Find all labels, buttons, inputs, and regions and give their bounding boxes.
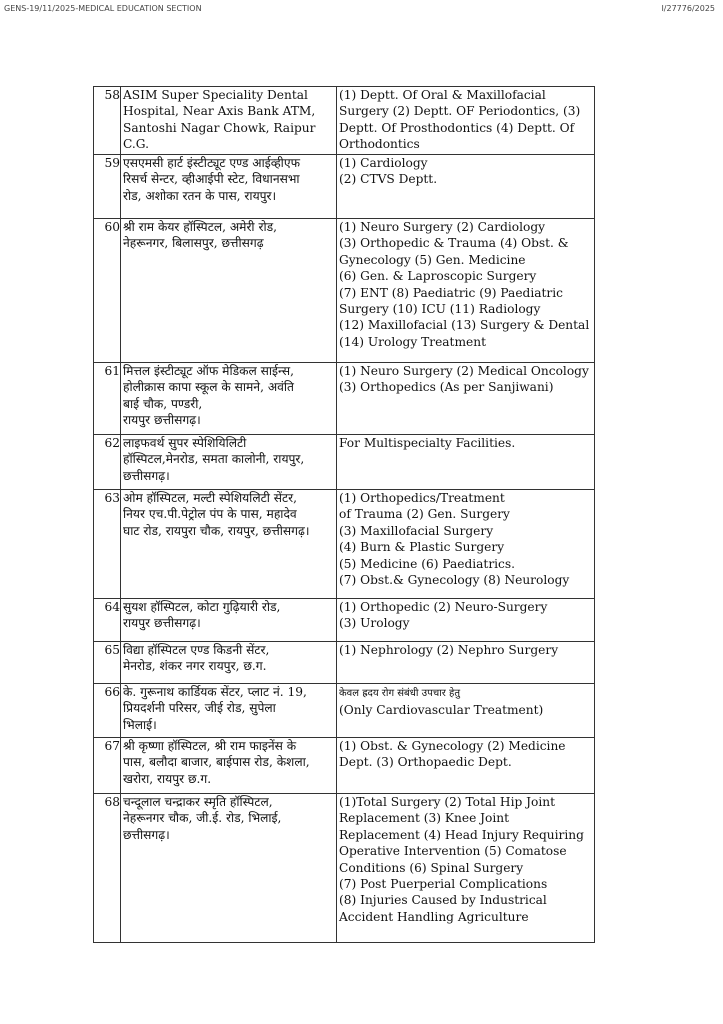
- hospital-name: मित्तल इंस्टीट्यूट ऑफ मेडिकल साईन्स, होलीक्रास कापा स्कूल के सामने, अवंति बाई चौक, पण्डरी, रायपुर छत्तीसगढ़।: [121, 363, 337, 435]
- row-number: 65: [94, 642, 121, 684]
- department-list: (1) Orthopedic (2) Neuro-Surgery (3) Urology: [337, 599, 595, 642]
- department-cell: [337, 684, 595, 738]
- table-row: [94, 155, 595, 219]
- page-header: [0, 0, 723, 18]
- document-reference: GENS-19/11/2025-MEDICAL EDUCATION SECTION: [4, 4, 202, 13]
- inward-number: I/27776/2025: [661, 4, 715, 13]
- row-number: 59: [94, 155, 121, 219]
- hospital-name: सुयश हॉस्पिटल, कोटा गुढ़ियारी रोड, रायपुर छत्तीसगढ़।: [121, 599, 337, 642]
- table-row: [94, 435, 595, 490]
- hospital-name: चन्दूलाल चन्द्राकर स्मृति हॉस्पिटल, नेहरूनगर चौक, जी.ई. रोड, भिलाई, छत्तीसगढ़।: [121, 794, 337, 943]
- row-number: 61: [94, 363, 121, 435]
- table-row: [94, 219, 595, 363]
- department-list: (1)Total Surgery (2) Total Hip Joint Replacement (3) Knee Joint Replacement (4) Head Injury Requiring Operative Intervention (5) Comatose Conditions (6) Spinal Surgery (7) Post Puerperial Complications (8) Injuries Caused by Industrical Accident Handling Agriculture: [337, 794, 595, 943]
- table-row: [94, 684, 595, 738]
- row-number: 68: [94, 794, 121, 943]
- table-row: [94, 490, 595, 599]
- department-list: (1) Deptt. Of Oral & Maxillofacial Surgery (2) Deptt. OF Periodontics, (3) Deptt. Of Prosthodontics (4) Deptt. Of Orthodontics: [337, 87, 595, 155]
- department-list: (1) Nephrology (2) Nephro Surgery: [337, 642, 595, 684]
- department-list: (1) Neuro Surgery (2) Medical Oncology (3) Orthopedics (As per Sanjiwani): [337, 363, 595, 435]
- hospital-name: विद्या हॉस्पिटल एण्ड किडनी सेंटर, मेनरोड, शंकर नगर रायपुर, छ.ग.: [121, 642, 337, 684]
- row-number: 62: [94, 435, 121, 490]
- hospital-name: ASIM Super Speciality Dental Hospital, Near Axis Bank ATM, Santoshi Nagar Chowk, Raipur C.G.: [121, 87, 337, 155]
- hospital-name: श्री राम केयर हॉस्पिटल, अमेरी रोड, नेहरूनगर, बिलासपुर, छत्तीसगढ़: [121, 219, 337, 363]
- hospital-table: [93, 86, 595, 943]
- department-note-hindi: केवल ह्रदय रोग संबंधी उपचार हेतु: [339, 688, 461, 699]
- row-number: 60: [94, 219, 121, 363]
- row-number: 58: [94, 87, 121, 155]
- table-row: [94, 738, 595, 794]
- table-row: [94, 599, 595, 642]
- hospital-name: एसएमसी हार्ट इंस्टीट्यूट एण्ड आईव्हीएफ रिसर्च सेन्टर, व्हीआईपी स्टेट, विधानसभा रोड, अशोका रतन के पास, रायपुर।: [121, 155, 337, 219]
- hospital-name: श्री कृष्णा हॉस्पिटल, श्री राम फाइनेंस के पास, बलौदा बाजार, बाईपास रोड, केशला, खरोरा, रायपुर छ.ग.: [121, 738, 337, 794]
- hospital-name: लाइफवर्थ सुपर स्पेशियिलिटी हॉस्पिटल,मेनरोड, समता कालोनी, रायपुर, छत्तीसगढ़।: [121, 435, 337, 490]
- row-number: 67: [94, 738, 121, 794]
- hospital-name: के. गुरूनाथ कार्डियक सेंटर, प्लाट नं. 19, प्रियदर्शनी परिसर, जीई रोड, सुपेला भिलाई।: [121, 684, 337, 738]
- department-list: For Multispecialty Facilities.: [337, 435, 595, 490]
- hospital-name: ओम हॉस्पिटल, मल्टी स्पेशियलिटी सेंटर, नियर एच.पी.पेट्रोल पंप के पास, महादेव घाट रोड, रायपुरा चौक, रायपुर, छत्तीसगढ़।: [121, 490, 337, 599]
- table-row: [94, 87, 595, 155]
- department-list: (1) Neuro Surgery (2) Cardiology (3) Orthopedic & Trauma (4) Obst. & Gynecology (5) Gen. Medicine (6) Gen. & Laproscopic Surgery (7) ENT (8) Paediatric (9) Paediatric Surgery (10) ICU (11) Radiology (12) Maxillofacial (13) Surgery & Dental (14) Urology Treatment: [337, 219, 595, 363]
- department-list: (1) Obst. & Gynecology (2) Medicine Dept. (3) Orthopaedic Dept.: [337, 738, 595, 794]
- table-row: [94, 794, 595, 943]
- table-row: [94, 363, 595, 435]
- row-number: 64: [94, 599, 121, 642]
- department-list: (1) Cardiology (2) CTVS Deptt.: [337, 155, 595, 219]
- row-number: 66: [94, 684, 121, 738]
- department-list: (1) Orthopedics/Treatment of Trauma (2) Gen. Surgery (3) Maxillofacial Surgery (4) Burn & Plastic Surgery (5) Medicine (6) Paediatrics. (7) Obst.& Gynecology (8) Neurology: [337, 490, 595, 599]
- row-number: 63: [94, 490, 121, 599]
- table-row: [94, 642, 595, 684]
- department-list: (Only Cardiovascular Treatment): [339, 703, 544, 718]
